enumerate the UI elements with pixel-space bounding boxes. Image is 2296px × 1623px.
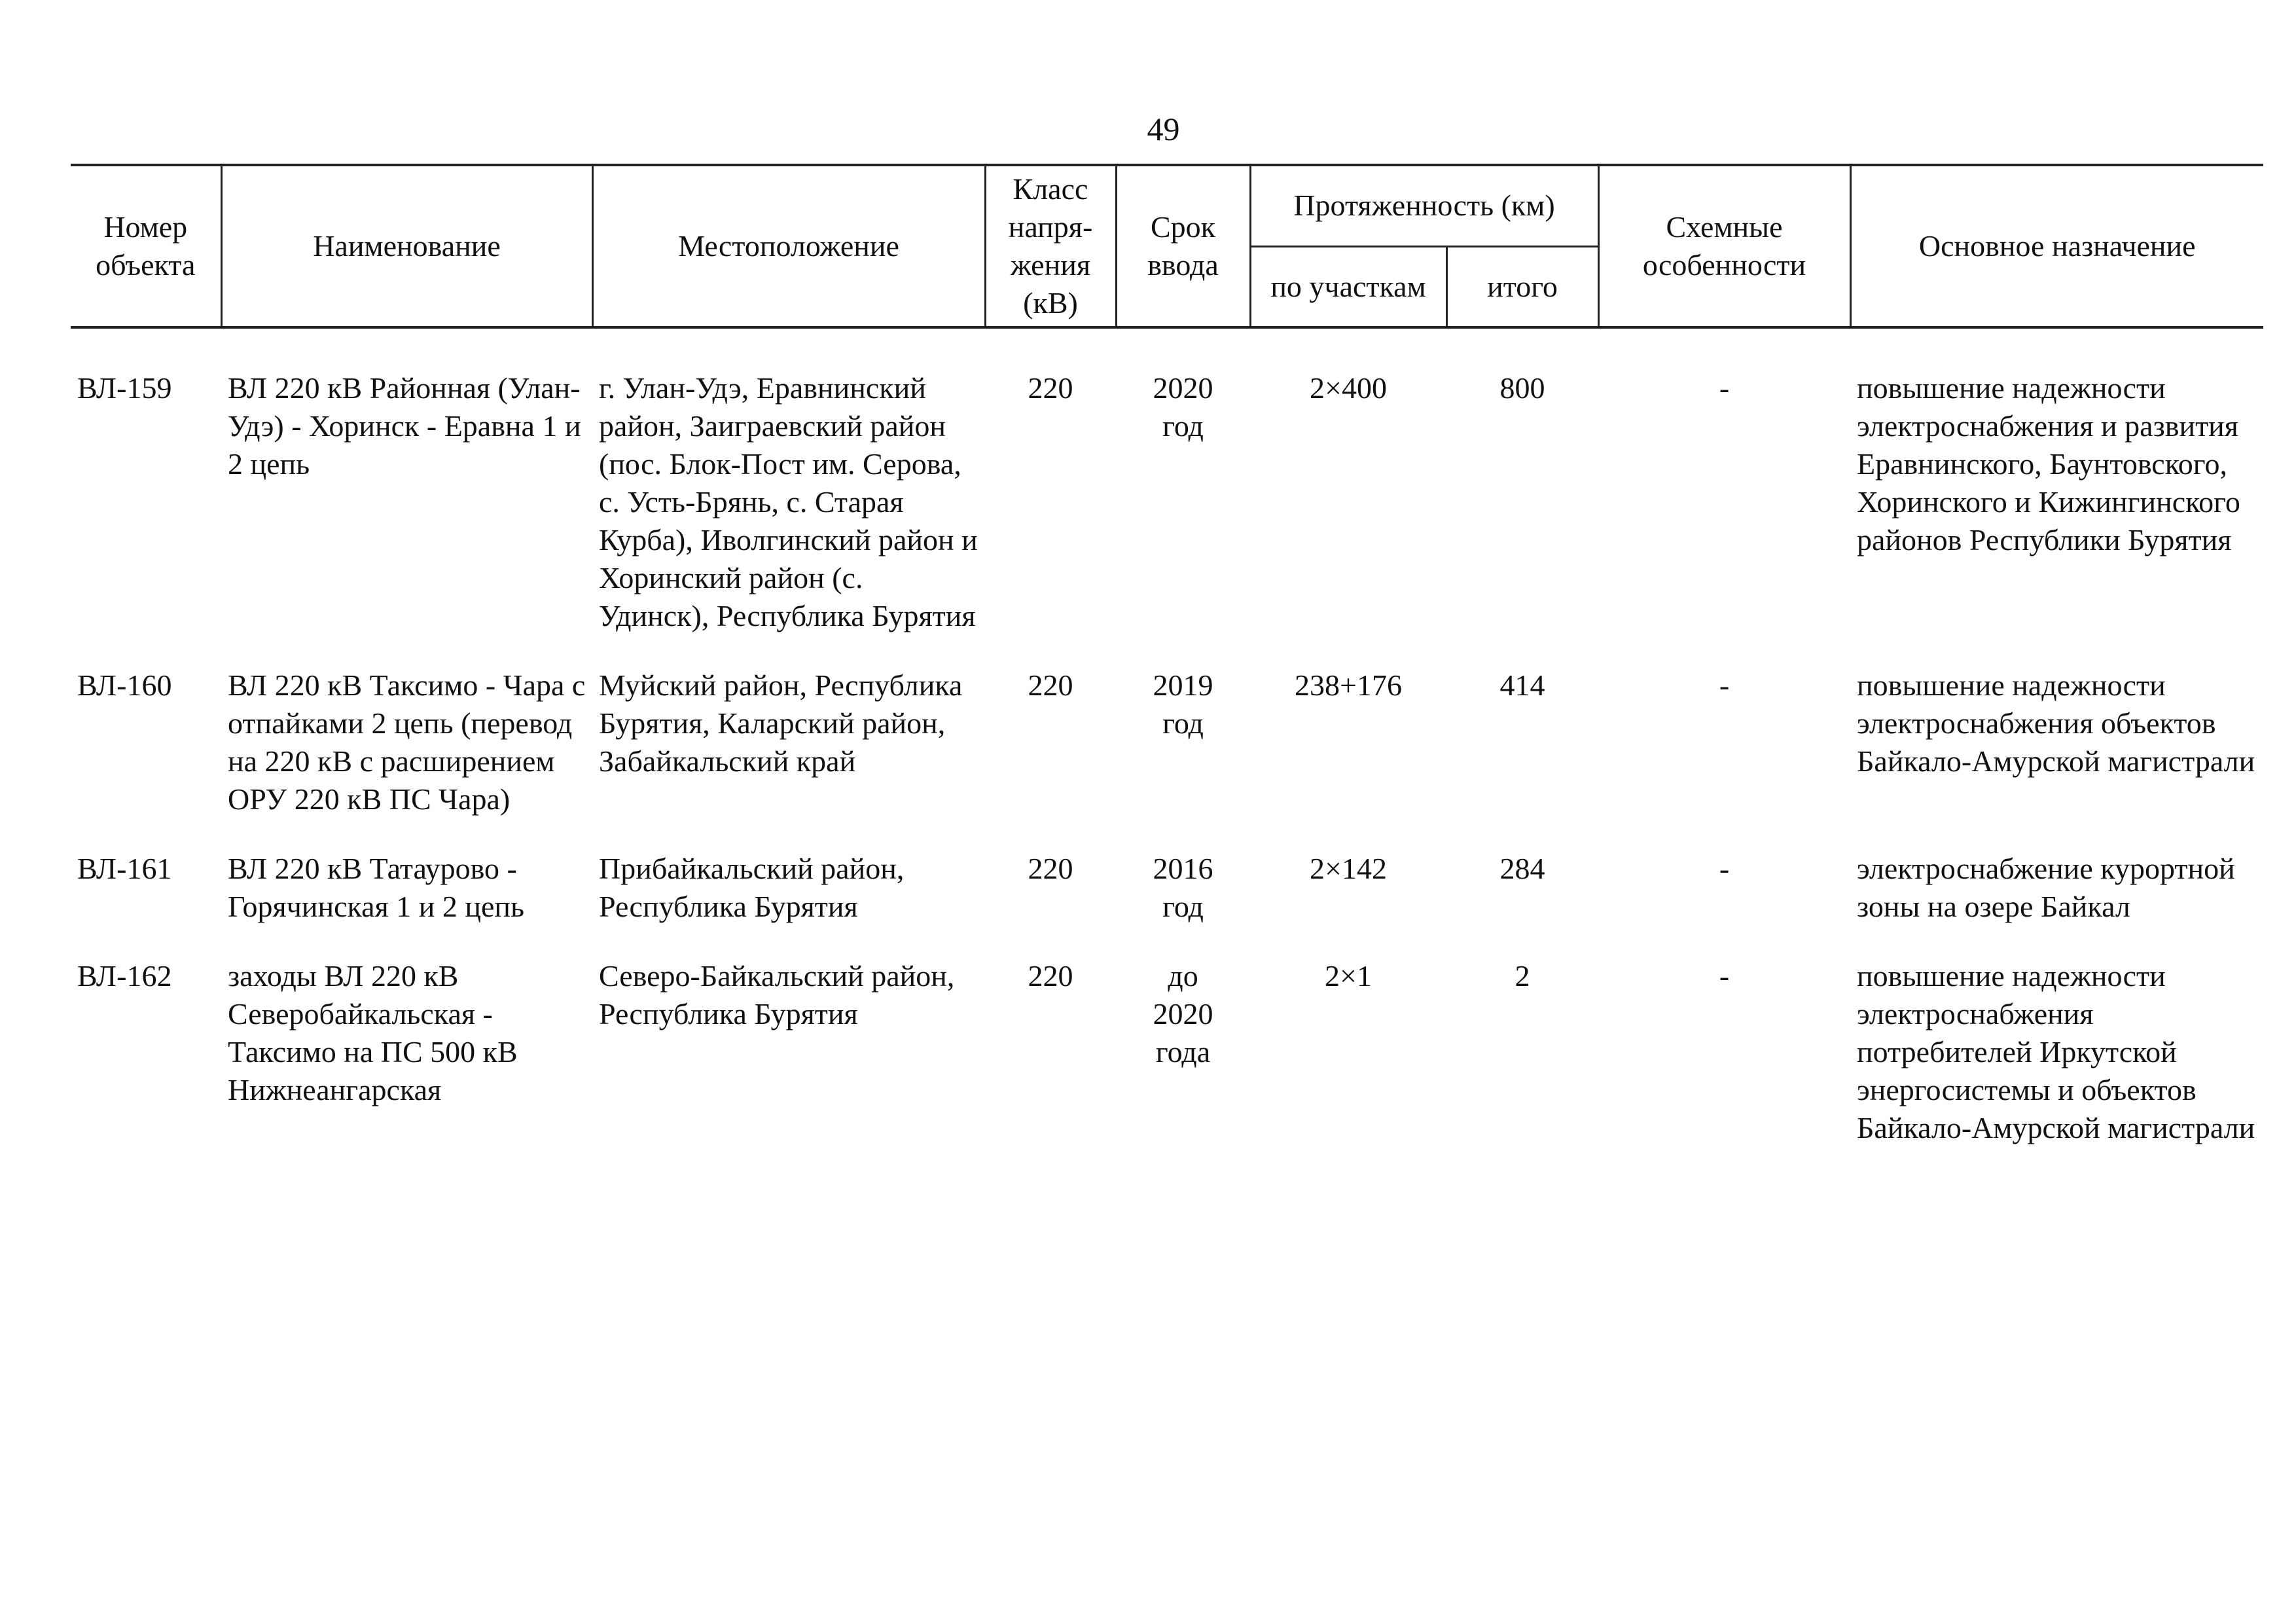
row-features: - (1719, 852, 1730, 885)
row-features: - (1719, 668, 1730, 702)
row-sections: 2×1 (1325, 959, 1372, 993)
header-purpose: Основное назначение (1850, 165, 2263, 327)
row-total: 284 (1499, 852, 1545, 885)
header-object-number: Номер объекта (71, 165, 221, 327)
row-location: Северо-Байкальский район, Республика Бурятия (599, 959, 955, 1030)
table-row (71, 957, 2263, 1178)
row-features: - (1719, 371, 1730, 405)
row-commissioning (1116, 327, 1250, 666)
table-row (71, 327, 2263, 666)
row-purpose: повышение надежности электроснабжения потребителей Иркутской энергосистемы и объектов Байкало-Амурской магистрали (1857, 959, 2255, 1144)
row-location: Муйский район, Республика Бурятия, Каларский район, Забайкальский край (599, 668, 963, 778)
row-year-line2: год (1162, 890, 1204, 923)
row-id: ВЛ-162 (77, 959, 172, 993)
header-by-section: по участкам (1250, 246, 1446, 327)
row-features: - (1719, 959, 1730, 993)
row-id: ВЛ-161 (77, 852, 172, 885)
row-sections: 238+176 (1295, 668, 1402, 702)
row-year-line1: 2016 (1153, 852, 1213, 885)
row-total: 800 (1499, 371, 1545, 405)
row-voltage: 220 (1028, 371, 1073, 405)
header-scheme-features: Схемные особенности (1598, 165, 1850, 327)
row-purpose: повышение надежности электроснабжения и развития Еравнинского, Баунтовского, Хоринского и Кижингинского районов Республики Бурятия (1857, 371, 2240, 556)
row-location: г. Улан-Удэ, Еравнинский район, Заиграевский район (пос. Блок-Пост им. Серова, с. Усть-Брянь, с. Старая Курба), Иволгинский район и Хоринский район (с. Удинск), Республика Бурятия (599, 371, 978, 632)
row-commissioning (1116, 850, 1250, 957)
row-id: ВЛ-160 (77, 668, 172, 702)
row-year-line3: года (1155, 1035, 1211, 1068)
row-name: ВЛ 220 кВ Районная (Улан-Удэ) - Хоринск - Еравна 1 и 2 цепь (228, 371, 581, 481)
row-year-line2: 2020 (1153, 997, 1213, 1030)
row-sections: 2×142 (1310, 852, 1387, 885)
row-location: Прибайкальский район, Республика Бурятия (599, 852, 905, 923)
row-year-line1: 2019 (1153, 668, 1213, 702)
row-year-line1: до (1168, 959, 1198, 993)
row-voltage: 220 (1028, 959, 1073, 993)
row-commissioning (1116, 666, 1250, 850)
row-purpose: электроснабжение курортной зоны на озере Байкал (1857, 852, 2235, 923)
row-name: ВЛ 220 кВ Таксимо - Чара с отпайками 2 цепь (перевод на 220 кВ с расширением ОРУ 220 кВ ПС Чара) (228, 668, 586, 816)
table-row (71, 666, 2263, 850)
row-id: ВЛ-159 (77, 371, 172, 405)
table-row (71, 850, 2263, 957)
row-year-line2: год (1162, 706, 1204, 740)
header-length-group: Протяженность (км) (1250, 165, 1598, 246)
row-sections: 2×400 (1310, 371, 1387, 405)
row-name: ВЛ 220 кВ Татаурово - Горячинская 1 и 2 цепь (228, 852, 524, 923)
page-number: 49 (1147, 111, 1180, 147)
power-lines-table (71, 164, 2263, 1178)
row-purpose: повышение надежности электроснабжения объектов Байкало-Амурской магистрали (1857, 668, 2255, 778)
row-year-line1: 2020 (1153, 371, 1213, 405)
row-name: заходы ВЛ 220 кВ Северобайкальская - Таксимо на ПС 500 кВ Нижнеангарская (228, 959, 518, 1106)
row-total: 414 (1499, 668, 1545, 702)
header-location: Местоположение (592, 165, 985, 327)
header-commissioning: Срок ввода (1116, 165, 1250, 327)
row-total: 2 (1515, 959, 1530, 993)
row-commissioning (1116, 957, 1250, 1178)
header-name: Наименование (221, 165, 592, 327)
row-voltage: 220 (1028, 852, 1073, 885)
row-year-line2: год (1162, 409, 1204, 443)
header-voltage: Класс напря- жения (кВ) (985, 165, 1116, 327)
row-voltage: 220 (1028, 668, 1073, 702)
header-total: итого (1446, 246, 1598, 327)
